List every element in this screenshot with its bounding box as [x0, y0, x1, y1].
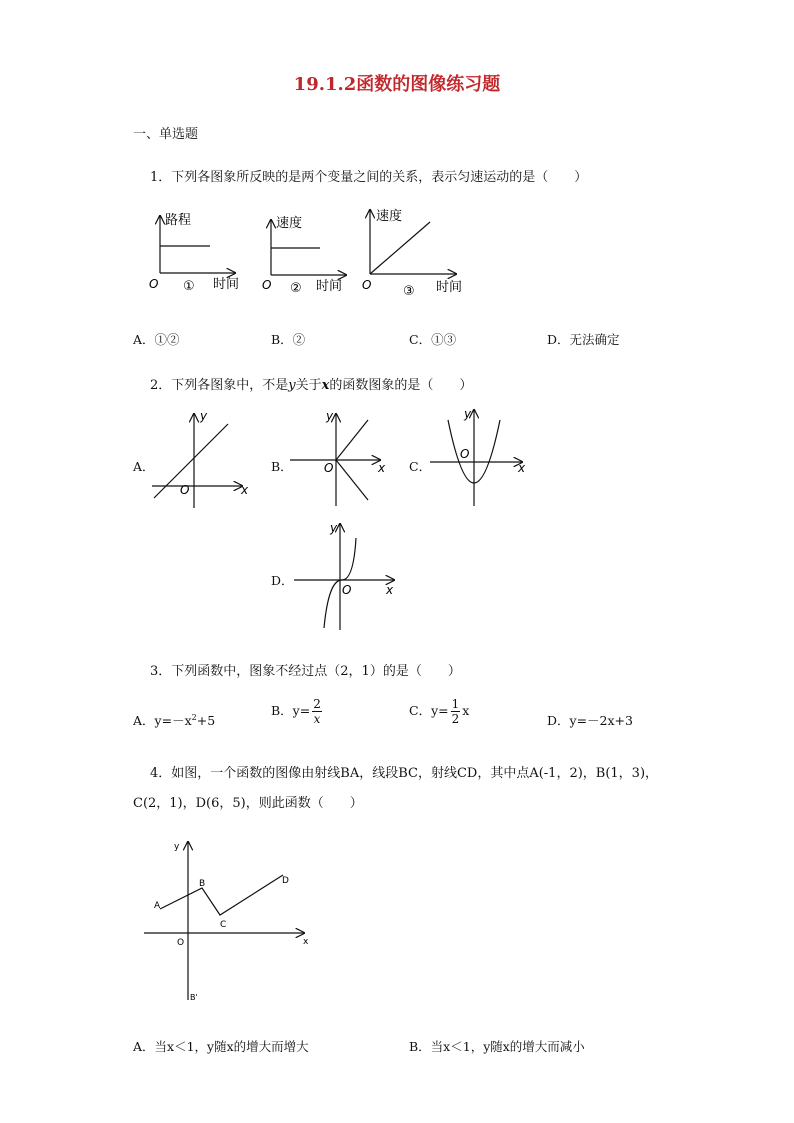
q1-g2-marker: ②: [290, 281, 302, 296]
q4-label-b-prime: B': [190, 993, 198, 1002]
q1-g3-line: [370, 222, 430, 274]
q3-stem: 3．下列函数中，图象不经过点（2，1）的是（ ）: [150, 664, 461, 679]
q3-option-a[interactable]: A．$y=-x^2+5$: [133, 712, 216, 728]
q2-a-y: y: [200, 409, 208, 423]
q2-stem: 2．下列各图象中，不是y关于x的函数图象的是（ ）: [150, 378, 473, 393]
q2-graph-b: [288, 408, 393, 513]
q2-option-c[interactable]: C．: [409, 459, 432, 474]
q4-label-a: A: [154, 901, 161, 911]
q2-graph-a: [150, 408, 255, 513]
section-heading: 一、单选题: [133, 127, 199, 142]
q4-label-o: O: [177, 938, 185, 948]
q2-a-x: x: [241, 483, 249, 497]
q1-g1-origin: O: [149, 277, 159, 291]
q3-option-b[interactable]: B．y= $\frac{2}{x}$: [271, 697, 321, 726]
q2-b-x: x: [378, 461, 386, 475]
q2-graph-c: [428, 406, 533, 511]
q4-option-a[interactable]: A．当x＜1，y随x的增大而增大: [133, 1039, 309, 1054]
page-title: 19.1.2函数的图像练习题: [293, 74, 501, 95]
q4-label-b: B: [199, 879, 206, 889]
q2-option-b[interactable]: B．: [271, 459, 293, 474]
q2-a-line: [154, 424, 228, 498]
q2-graph-d: [290, 520, 405, 632]
q4-label-c: C: [220, 920, 227, 930]
q2-c-origin: O: [460, 447, 470, 461]
q1-option-d[interactable]: D．无法确定: [547, 332, 620, 347]
q4-graph-line: [160, 875, 283, 915]
q4-label-d: D: [282, 876, 289, 886]
q1-g1-marker: ①: [183, 279, 195, 294]
q4-stem-line1: 4．如图，一个函数的图像由射线BA，线段BC，射线CD，其中点A(-1，2)，B(1，3)，: [150, 766, 659, 781]
q1-graph-2: [258, 208, 363, 298]
q4-figure: [140, 838, 320, 1010]
q2-d-y: y: [330, 521, 338, 535]
q1-graph-3: [358, 204, 478, 299]
q1-g3-ylabel: 速度: [376, 209, 403, 224]
q1-g3-origin: O: [362, 278, 372, 292]
q2-d-origin: O: [342, 583, 352, 597]
q2-c-y: y: [464, 407, 472, 421]
q1-g1-ylabel: 路程: [165, 213, 192, 228]
q1-g2-ylabel: 速度: [276, 216, 303, 231]
q4-stem-line2: C(2，1)，D(6，5)，则此函数（ ）: [133, 796, 363, 811]
q2-a-origin: O: [180, 483, 190, 497]
q2-c-x: x: [518, 461, 526, 475]
q1-g3-marker: ③: [403, 284, 415, 299]
q2-b-ray-up: [336, 420, 368, 460]
q2-b-y: y: [326, 409, 334, 423]
q1-stem: 1．下列各图象所反映的是两个变量之间的关系，表示匀速运动的是（ ）: [150, 170, 588, 185]
q2-option-d[interactable]: D．: [271, 573, 294, 588]
q4-label-y: y: [174, 842, 180, 852]
q1-g2-xlabel: 时间: [316, 279, 343, 294]
q4-option-b[interactable]: B．当x＜1，y随x的增大而减小: [409, 1039, 585, 1054]
q4-label-x: x: [303, 937, 309, 947]
q1-option-c[interactable]: C．①③: [409, 332, 457, 347]
q2-option-a[interactable]: A．: [133, 459, 155, 474]
q1-graph-1: [145, 208, 250, 298]
q2-b-ray-down: [336, 460, 368, 500]
q3-option-c[interactable]: C．y= $\frac{1}{2}$ x: [409, 697, 470, 726]
q2-b-origin: O: [324, 461, 334, 475]
q3-option-d[interactable]: D．y=－2x+3: [547, 713, 633, 728]
q1-g3-xlabel: 时间: [436, 280, 463, 295]
q2-d-x: x: [386, 583, 394, 597]
q1-option-b[interactable]: B．②: [271, 332, 306, 347]
q1-option-a[interactable]: A．①②: [133, 332, 180, 347]
q1-g2-origin: O: [262, 278, 272, 292]
q1-g1-xlabel: 时间: [213, 277, 240, 292]
